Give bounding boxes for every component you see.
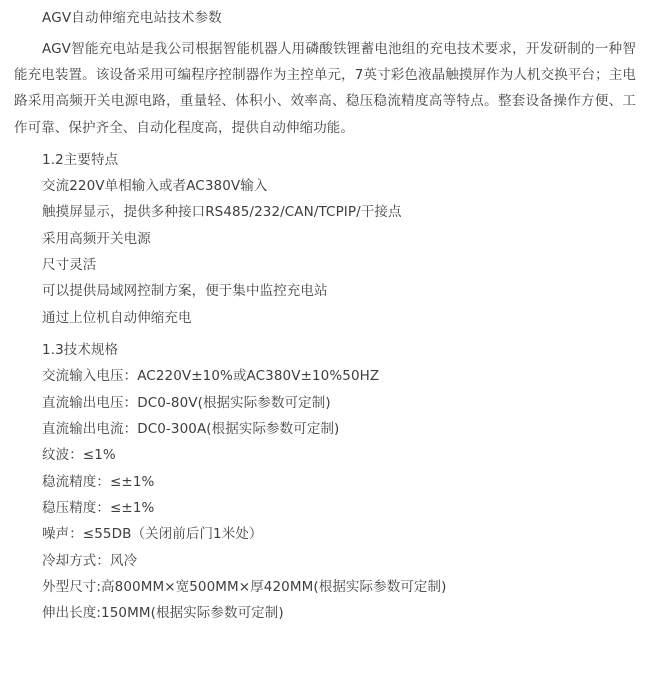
list-item: 交流输入电压：AC220V±10%或AC380V±10%50HZ [42,368,380,385]
specification-list [14,363,636,626]
list-item: 冷却方式：风冷 [42,552,138,569]
list-item: 交流220V单相输入或者AC380V输入 [42,178,268,195]
list-item: 直流输出电压：DC0-80V(根据实际参数可定制) [42,394,331,411]
list-item: 尺寸灵活 [42,257,97,274]
section-heading-specifications: 1.3技术规格 [42,342,119,359]
list-item: 外型尺寸:高800MM×宽500MM×厚420MM(根据实际参数可定制) [42,578,447,595]
list-item: 稳流精度：≤±1% [42,473,155,490]
list-item: 触摸屏显示，提供多种接口RS485/232/CAN/TCPIP/干接点 [42,204,402,221]
list-item: 采用高频开关电源 [42,230,151,247]
intro-paragraph: AGV智能充电站是我公司根据智能机器人用磷酸铁锂蓄电池组的充电技术要求，开发研制的一种智能充电装置。该设备采用可编程序控制器作为主控单元，7英寸彩色液晶触摸屏作为人机交换平台；主电路采用高频开关电源电路，重量轻、体积小、效率高、稳压稳流精度高等特点。整套设备操作方便、工作可靠、保护齐全、自动化程度高，提供自动伸缩功能。 [14,40,636,136]
section-specifications [14,337,636,626]
list-item: 噪声：≤55DB（关闭前后门1米处） [42,526,263,543]
list-item: 直流输出电流：DC0-300A(根据实际参数可定制) [42,420,340,437]
section-features [14,147,636,331]
list-item: 通过上位机自动伸缩充电 [42,309,192,326]
list-item: 纹波：≤1% [42,447,116,464]
feature-list [14,173,636,331]
list-item: 稳压精度：≤±1% [42,499,155,516]
list-item: 伸出长度:150MM(根据实际参数可定制) [42,605,284,622]
section-heading-features: 1.2主要特点 [42,151,119,168]
page-title: AGV自动伸缩充电站技术参数 [42,10,222,26]
list-item: 可以提供局域网控制方案，便于集中监控充电站 [42,283,328,300]
